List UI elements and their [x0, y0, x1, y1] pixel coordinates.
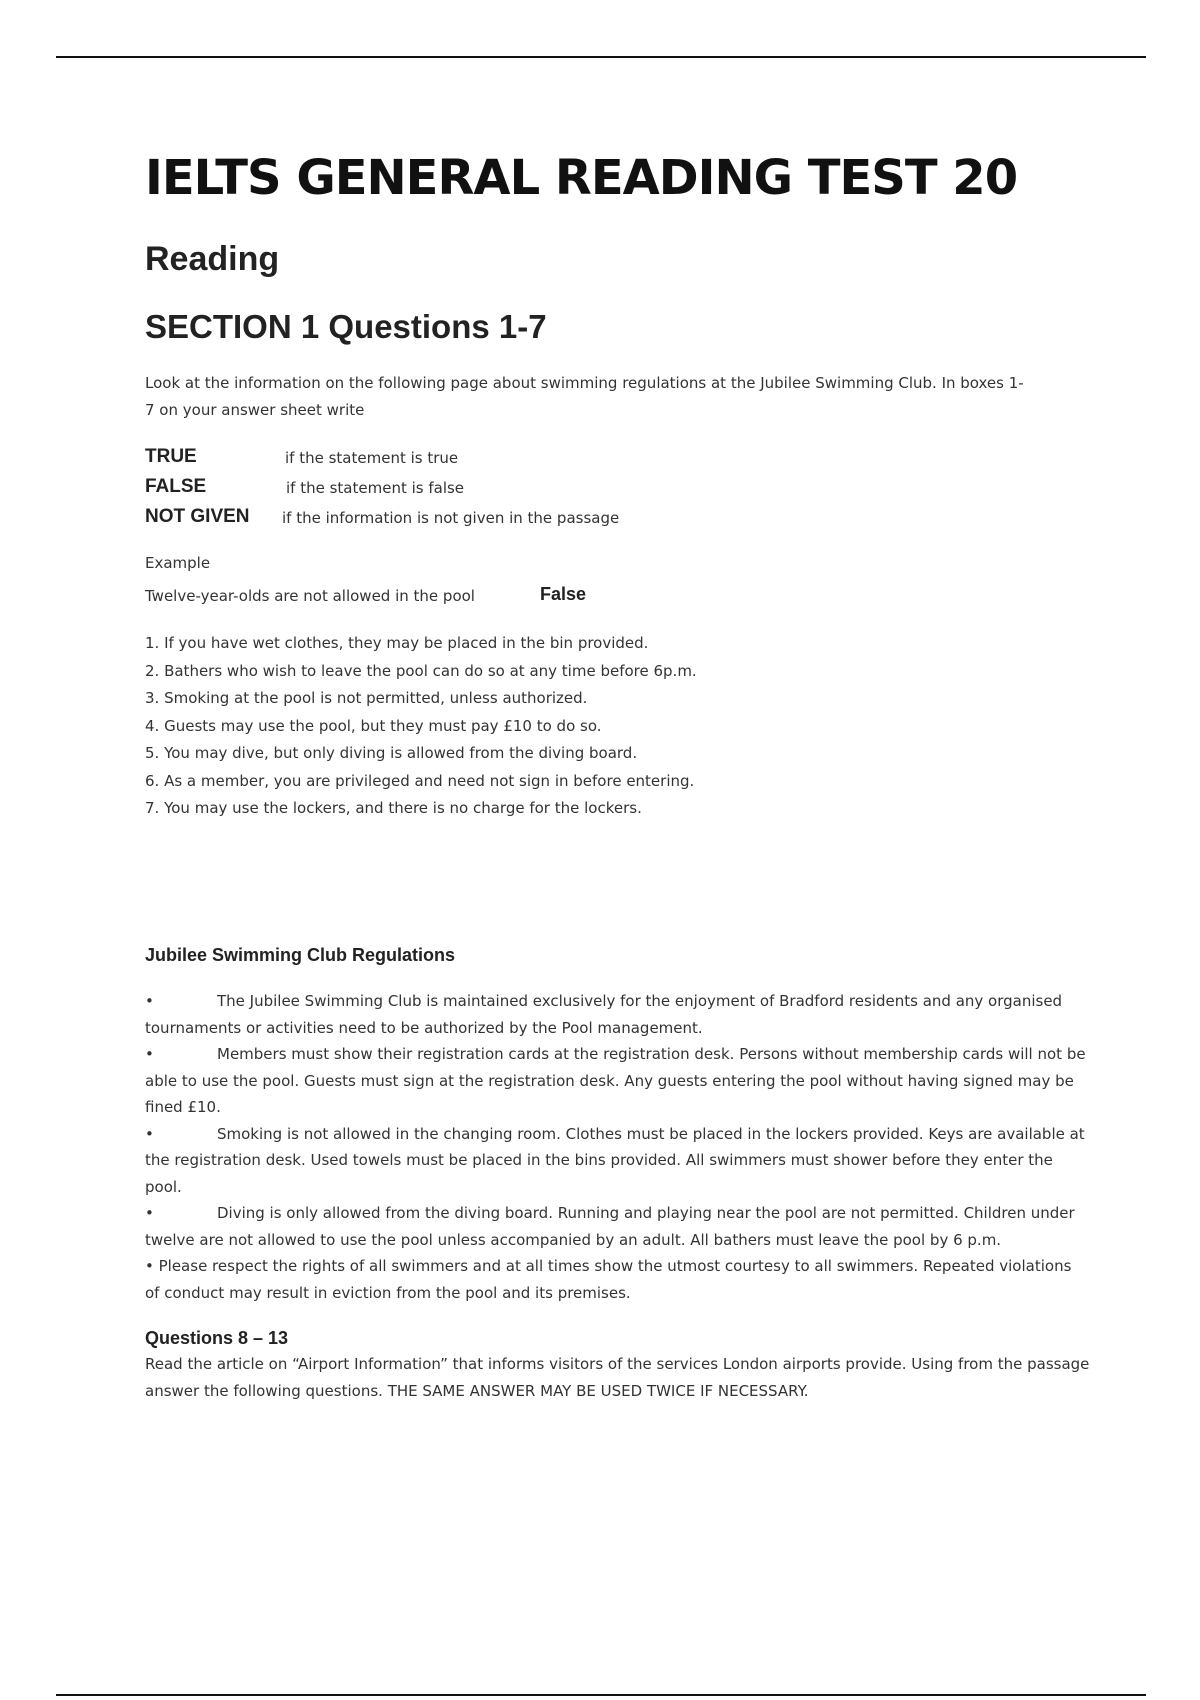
- legend-desc: if the statement is false: [286, 479, 465, 497]
- reading-heading: Reading: [145, 240, 280, 278]
- regulation-text: Diving is only allowed from the diving board. Running and playing near the pool are not permitted. Children under twelve are not allowed to use the pool unless accompanied by an adult. All bathers must leave the pool by 6 p.m.: [145, 1204, 1075, 1249]
- regulation-text: Members must show their registration cards at the registration desk. Persons without membership cards will not be able to use the pool. Guests must sign at the registration desk. Any guests entering the pool without having signed may be fined £10.: [145, 1045, 1086, 1116]
- legend-key: FALSE: [145, 476, 207, 497]
- example-row: [145, 584, 945, 614]
- bottom-rule: [56, 1694, 1146, 1696]
- regulation-item: [145, 1121, 1090, 1201]
- regulation-item-last: • Please respect the rights of all swimmers and at all times show the utmost courtesy to all swimmers. Repeated violations of conduct may result in eviction from the pool and its premises.: [145, 1257, 1072, 1302]
- page-title: IELTS GENERAL READING TEST 20: [145, 150, 1018, 206]
- legend-desc: if the statement is true: [285, 449, 459, 467]
- regulation-text: Smoking is not allowed in the changing room. Clothes must be placed in the lockers provided. Keys are available at the registration desk. Used towels must be placed in the bins provided. All swimmers must shower before they enter the pool.: [145, 1124, 1085, 1196]
- legend-desc: if the information is not given in the passage: [282, 509, 620, 527]
- legend-key: TRUE: [145, 446, 197, 467]
- question-list: [145, 630, 1025, 823]
- regulation-item: [145, 988, 1090, 1041]
- intro-text: Look at the information on the following page about swimming regulations at the Jubilee Swimming Club. In boxes 1-7 on your answer sheet write: [145, 374, 1024, 419]
- legend-row-false: [145, 476, 945, 506]
- legend-key: NOT GIVEN: [145, 506, 250, 527]
- question-item: 7. You may use the lockers, and there is no charge for the lockers.: [145, 799, 642, 817]
- questions-8-13-text: Read the article on “Airport Information” that informs visitors of the services London airports provide. Using from the passage answer the following questions. THE SAME ANSWER MAY BE USED TWICE IF NECESSARY.: [145, 1355, 1090, 1400]
- question-item: 6. As a member, you are privileged and need not sign in before entering.: [145, 771, 695, 790]
- questions-8-13-heading: Questions 8 – 13: [145, 1328, 289, 1348]
- legend-row-true: [145, 446, 945, 476]
- regulations-heading: Jubilee Swimming Club Regulations: [145, 945, 456, 965]
- question-item: 1. If you have wet clothes, they may be placed in the bin provided.: [145, 634, 649, 652]
- question-item: 3. Smoking at the pool is not permitted, unless authorized.: [145, 689, 588, 707]
- questions-8-13-block: [145, 1351, 1090, 1404]
- answer-legend: [145, 446, 945, 536]
- example-label: Example: [145, 554, 211, 572]
- question-item: 2. Bathers who wish to leave the pool can do so at any time before 6p.m.: [145, 661, 697, 680]
- bullet-icon: •: [145, 1045, 154, 1063]
- bullet-icon: •: [145, 1204, 154, 1222]
- example-block: [145, 554, 945, 614]
- intro-block: [145, 370, 1025, 424]
- regulation-item: [145, 1200, 1090, 1253]
- bullet-icon: •: [145, 992, 154, 1010]
- regulation-item: [145, 1041, 1090, 1121]
- legend-row-not-given: [145, 506, 945, 536]
- regulations-list: [145, 988, 1090, 1306]
- example-answer: False: [540, 584, 587, 604]
- top-rule: [56, 56, 1146, 58]
- example-text: Twelve-year-olds are not allowed in the pool: [145, 587, 475, 605]
- section-heading: SECTION 1 Questions 1-7: [145, 308, 547, 345]
- bullet-icon: •: [145, 1124, 154, 1143]
- regulation-text: The Jubilee Swimming Club is maintained exclusively for the enjoyment of Bradford residents and any organised tournaments or activities need to be authorized by the Pool management.: [145, 992, 1063, 1037]
- question-item: 5. You may dive, but only diving is allowed from the diving board.: [145, 744, 638, 762]
- question-item: 4. Guests may use the pool, but they must pay £10 to do so.: [145, 716, 602, 735]
